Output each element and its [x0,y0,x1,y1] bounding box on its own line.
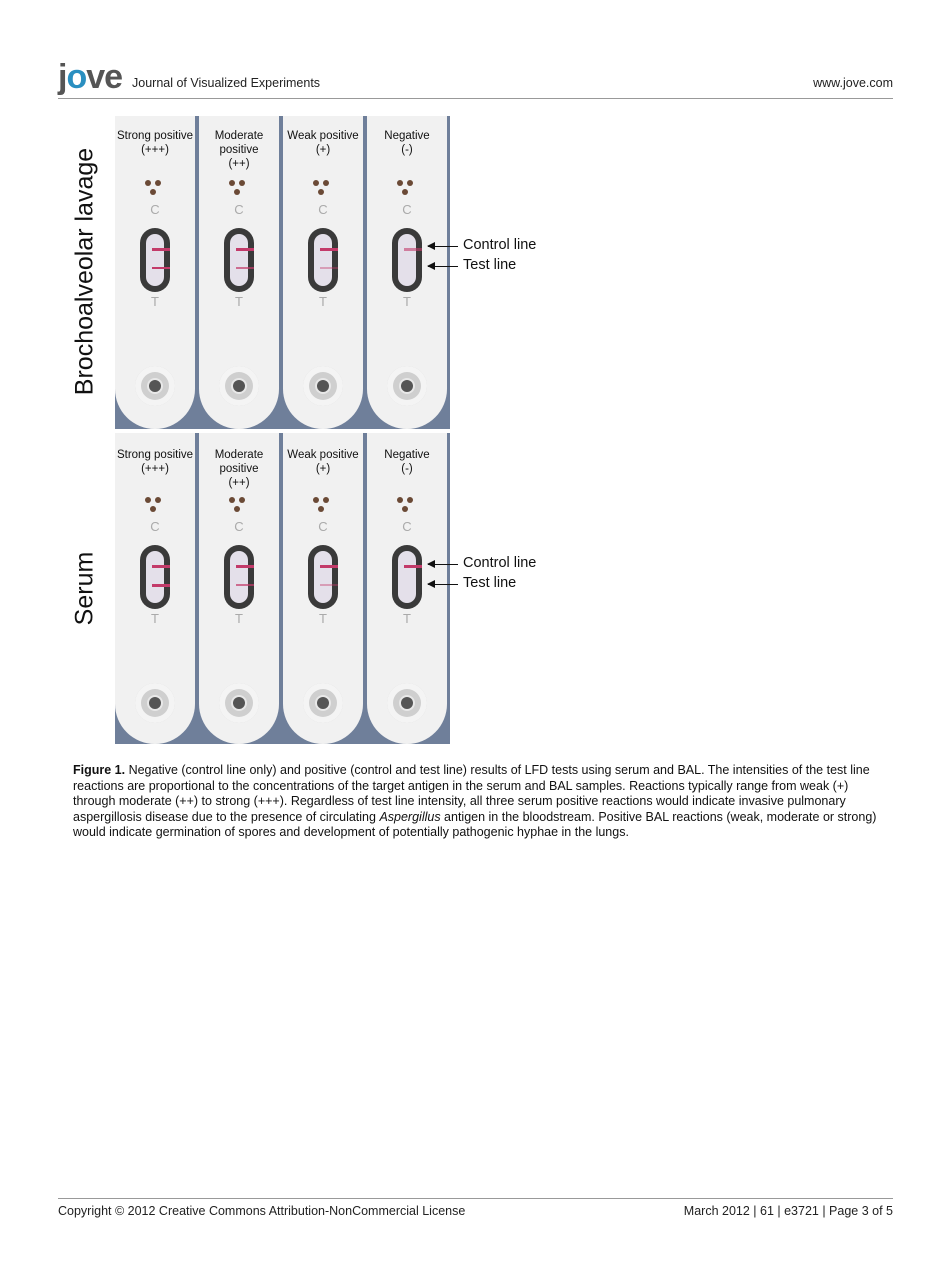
strip-heading: Weak positive (+) [287,130,359,156]
sample-well [219,366,259,406]
result-window [308,228,338,292]
strip-heading: Moderate positive (++) [214,449,264,489]
sample-dots [229,497,249,517]
test-mark: T [235,294,243,309]
page-header [58,60,893,99]
sample-dots [145,180,165,200]
sample-dots [313,180,333,200]
result-window [308,545,338,609]
test-strip [115,433,195,744]
sample-well [135,683,175,723]
test-strip [283,433,363,744]
test-mark: T [151,294,159,309]
sample-well [219,683,259,723]
test-mark: T [403,611,411,626]
strip-heading: Strong positive (+++) [116,449,194,475]
test-mark: T [319,611,327,626]
sample-well [303,366,343,406]
control-mark: C [402,202,412,217]
left-arrow-icon [428,584,458,585]
test-strip [283,116,363,429]
control-mark: C [318,519,328,534]
control-mark: C [318,202,328,217]
journal-name: Journal of Visualized Experiments [132,76,321,90]
test-mark: T [319,294,327,309]
figure-panel-bal [115,116,450,429]
sample-dots [229,180,249,200]
result-window [392,228,422,292]
sample-dots [313,497,333,517]
panel-label-serum: Serum [70,551,99,626]
result-window [140,545,170,609]
control-mark: C [234,519,244,534]
result-window [224,545,254,609]
jove-logo: jove [58,58,123,96]
sample-well [387,683,427,723]
left-arrow-icon [428,564,458,565]
caption-label: Figure 1. [73,763,126,777]
sample-dots [397,180,417,200]
result-window [224,228,254,292]
journal-website[interactable]: www.jove.com [813,76,893,90]
control-mark: C [150,202,160,217]
test-mark: T [403,294,411,309]
test-strip [367,433,447,744]
test-strip [367,116,447,429]
figure-caption: Figure 1. Negative (control line only) and positive (control and test line) results of LFD tests using serum and BAL. The intensities of the test line reactions are proportional to the concentrations of the target antigen in the serum and BAL samples. Reactions typically range from weak (+) through moderate (++) to strong (+++). Regardless of test line intensity, all three serum positive reactions would indicate invasive pulmonary aspergillosis disease due to the presence of circulating Aspergillus antigen in the bloodstream. Positive BAL reactions (weak, moderate or strong) would indicate germination of spores and development of potentially pathogenic hyphae in the lungs. [73,763,877,839]
sample-well [135,366,175,406]
strip-heading: Negative (-) [384,130,430,156]
page-footer [58,1198,893,1218]
sample-dots [397,497,417,517]
test-strip [199,433,279,744]
control-mark: C [234,202,244,217]
strip-heading: Negative (-) [384,449,430,475]
panel-label-bal: Brochoalveolar lavage [70,147,99,396]
strip-heading: Moderate positive (++) [214,130,264,170]
page-citation: March 2012 | 61 | e3721 | Page 3 of 5 [683,1204,893,1218]
result-window [140,228,170,292]
copyright-notice: Copyright © 2012 Creative Commons Attribution-NonCommercial License [58,1204,466,1218]
test-strip [199,116,279,429]
strip-heading: Strong positive (+++) [116,130,194,156]
sample-dots [145,497,165,517]
control-mark: C [150,519,160,534]
test-strip [115,116,195,429]
test-mark: T [235,611,243,626]
test-mark: T [151,611,159,626]
strip-heading: Weak positive (+) [287,449,359,475]
control-mark: C [402,519,412,534]
figure-panel-serum [115,433,450,744]
left-arrow-icon [428,246,458,247]
sample-well [387,366,427,406]
sample-well [303,683,343,723]
left-arrow-icon [428,266,458,267]
result-window [392,545,422,609]
